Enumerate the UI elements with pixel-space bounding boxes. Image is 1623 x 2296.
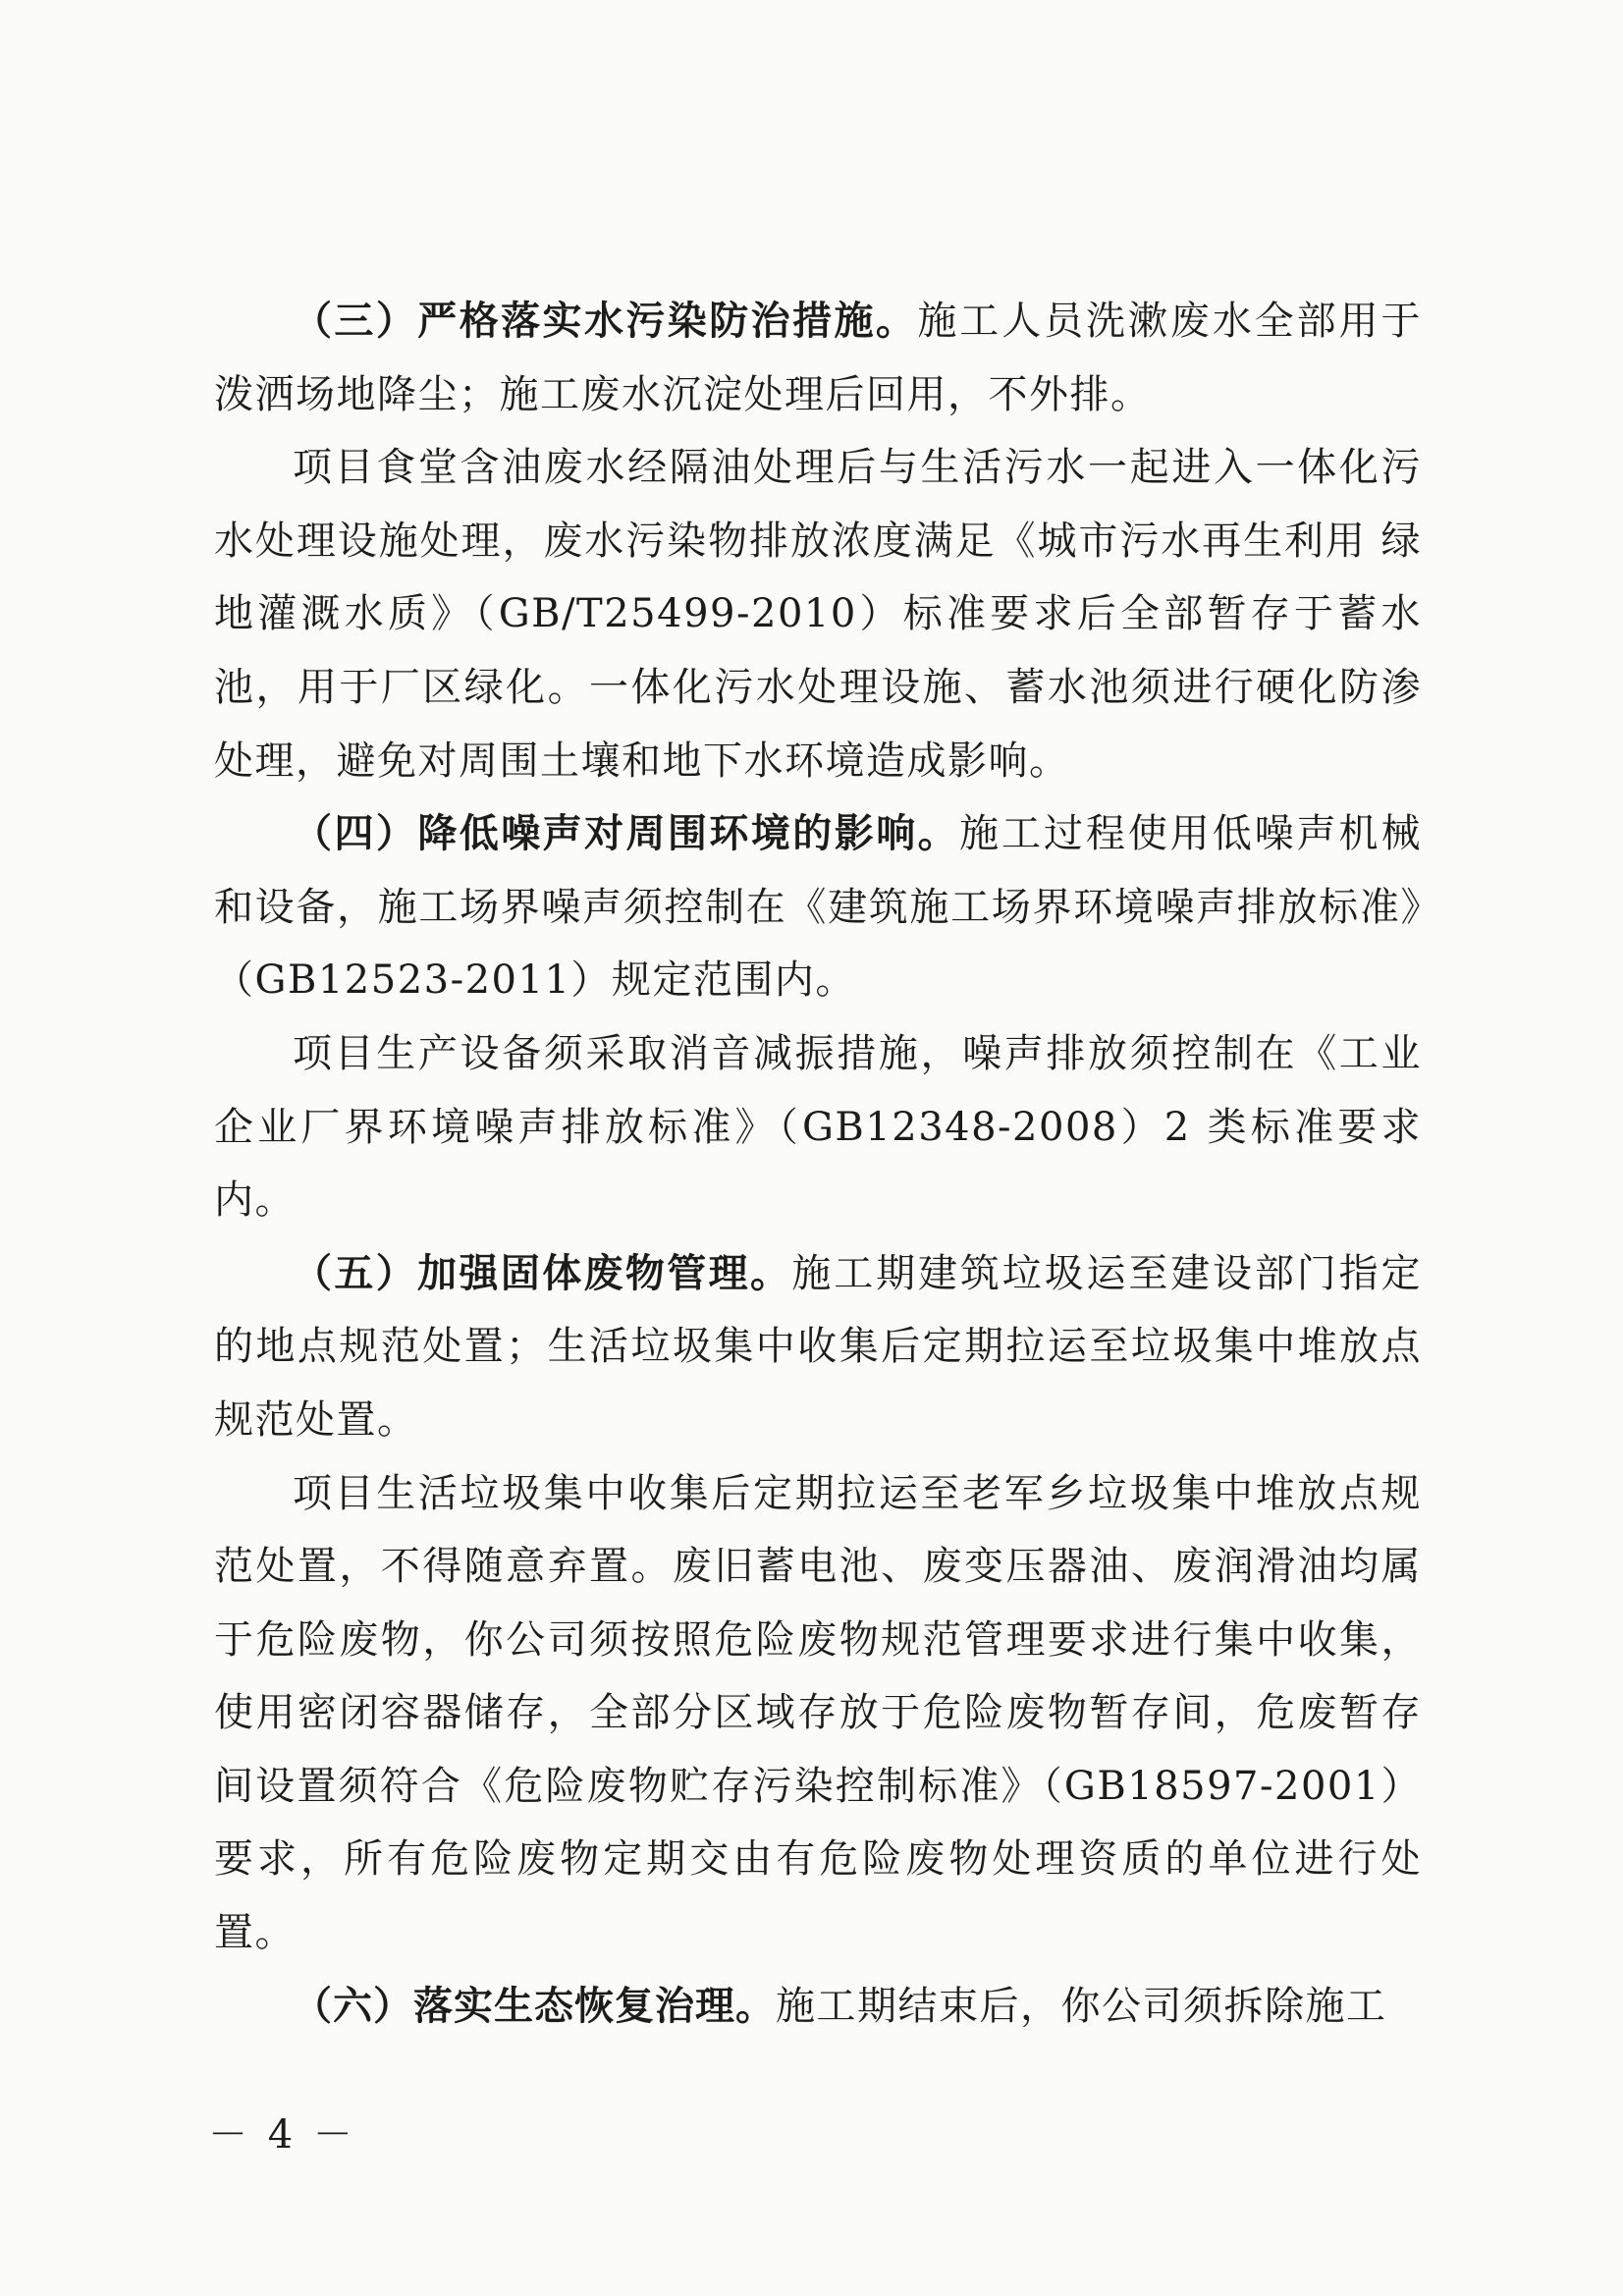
section-heading: （三）严格落实水污染防治措施。 (293, 299, 918, 344)
page-number: － 4 － (208, 2112, 356, 2158)
paragraph-text: 项目生活垃圾集中收集后定期拉运至老军乡垃圾集中堆放点规范处置，不得随意弃置。废旧蓄电池、废变压器油、废润滑油均属于危险废物，你公司须按照危险废物规范管理要求进行集中收集，使用密闭容器储存，全部分区域存放于危险废物暂存间，危废暂存间设置须符合《危险废物贮存污染控制标准》（GB18597-2001）要求，所有危险废物定期交由有危险废物处理资质的单位进行处置。 (214, 1470, 1422, 1956)
section-heading: （四）降低噪声对周围环境的影响。 (293, 811, 960, 857)
section-heading: （六）落实生态恢复治理。 (293, 1983, 776, 2029)
paragraph-text: 项目生产设备须采取消音减振措施，噪声排放须控制在《工业企业厂界环境噪声排放标准》（GB12348-2008）2 类标准要求内。 (214, 1030, 1422, 1224)
document-body (214, 285, 1422, 2043)
paragraph-text: 施工过程使用低噪声机械和设备，施工场界噪声须控制在《建筑施工场界环境噪声排放标准》（GB12523-2011）规定范围内。 (214, 811, 1423, 1004)
section-heading: （五）加强固体废物管理。 (293, 1250, 792, 1296)
paragraph-text: 项目食堂含油废水经隔油处理后与生活污水一起进入一体化污水处理设施处理，废水污染物排放浓度满足《城市污水再生利用 绿地灌溉水质》（GB/T25499-2010）标准要求后全部暂存于蓄水池，用于厂区绿化。一体化污水处理设施、蓄水池须进行硬化防渗处理，避免对周围土壤和地下水环境造成影响。 (214, 445, 1422, 784)
paragraph-noise (214, 797, 1422, 1017)
paragraph-solid-waste (214, 1237, 1422, 1457)
paragraph-hazardous-waste (214, 1457, 1422, 1970)
paragraph-ecological-restoration (214, 1970, 1422, 2044)
paragraph-equipment-noise (214, 1017, 1422, 1237)
paragraph-text: 施工期结束后，你公司须拆除施工 (776, 1983, 1387, 2029)
paragraph-text: 施工人员洗漱废水全部用于泼洒场地降尘；施工废水沉淀处理后回用，不外排。 (214, 299, 1423, 417)
paragraph-text: 施工期建筑垃圾运至建设部门指定的地点规范处置；生活垃圾集中收集后定期拉运至垃圾集中堆放点规范处置。 (214, 1250, 1423, 1443)
paragraph-water-pollution (214, 285, 1422, 431)
paragraph-canteen-wastewater (214, 431, 1422, 797)
